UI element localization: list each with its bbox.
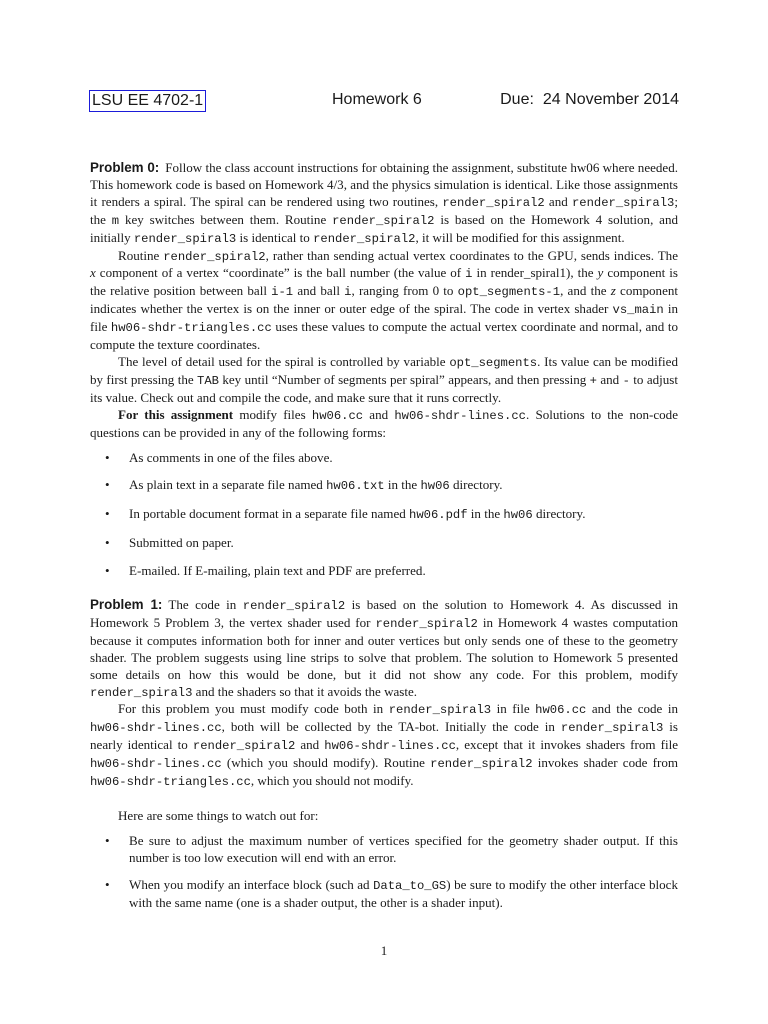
list-item [90, 450, 678, 467]
text: , it will be modified for this assignment. [415, 229, 625, 245]
list-item [90, 833, 678, 867]
code: render_spiral3 [90, 685, 193, 700]
due-label: Due: [500, 91, 534, 108]
code: TAB [197, 373, 219, 388]
problem1-paragraph-3: Here are some things to watch out for: [118, 808, 319, 823]
list-item [90, 506, 678, 524]
code: hw06.cc [311, 408, 364, 423]
math: y [597, 265, 604, 281]
code: hw06.txt [326, 479, 385, 494]
text: In portable document format in a separate file named [129, 506, 410, 522]
text: and the code in [586, 701, 678, 717]
list-item [90, 563, 678, 580]
page-number: 1 [380, 943, 388, 958]
text: , both will be collected by the TA-bot. Initially the code in [221, 719, 561, 735]
text: When you modify an interface block (such ad [129, 876, 374, 892]
code: render_spiral2 [442, 195, 545, 210]
text: is nearly identical to [90, 719, 678, 753]
text: component indicates whether the vertex is on the inner or outer edge of the spiral. The code in vertex shader [90, 283, 679, 317]
text: is based on the Homework 4 solution, and initially [90, 211, 679, 245]
text: in file [491, 701, 536, 717]
code: vs_main [612, 303, 664, 318]
code: render_spiral3 [133, 231, 237, 246]
text: uses these values to compute the actual vertex coordinate and normal, and to compute the texture coordinates. [90, 319, 678, 353]
list-item [90, 535, 678, 552]
due-date-value: 24 November 2014 [542, 91, 679, 108]
text: directory. [449, 477, 503, 493]
text: and [596, 371, 623, 387]
text: and [544, 193, 572, 209]
code: render_spiral2 [242, 599, 346, 614]
problem1-label: Problem 1: [90, 597, 163, 613]
text: is identical to [236, 229, 314, 245]
math: z [610, 283, 616, 299]
code: opt_segments-1 [457, 285, 561, 300]
code: hw06-shdr-lines.cc [324, 739, 456, 754]
list-item [90, 477, 678, 495]
text: directory. [532, 506, 586, 522]
text: Be sure to adjust the maximum number of vertices specified for the geometry shader output. If this number is too low execution will end with an error. [129, 832, 678, 865]
problem0-paragraph-2 [90, 248, 678, 354]
code: hw06-shdr-triangles.cc [90, 775, 251, 790]
code: render_spiral3 [388, 703, 492, 718]
text: invokes shader code from [532, 755, 678, 771]
code: + [589, 373, 597, 388]
text: and [363, 406, 395, 422]
code: render_spiral3 [560, 721, 664, 736]
emphasis: For this assignment [118, 406, 234, 422]
list-item [90, 877, 678, 912]
text: , rather than sending actual vertex coordinates to the GPU, sends indices. The [265, 247, 678, 263]
text: is based on the solution to Homework 4. As discussed in Homework 5 Problem 3, the vertex shader used for [90, 597, 678, 630]
code: hw06-shdr-lines.cc [394, 408, 526, 423]
text: Routine [118, 247, 164, 263]
code: hw06-shdr-triangles.cc [110, 321, 272, 336]
text: (which you should modify). Routine [221, 755, 431, 771]
code: hw06 [420, 479, 450, 494]
text: in render_spiral1), the [472, 265, 598, 281]
text: ) be sure to modify the other interface block with the same name (one is a shader output, the other is a shader input). [129, 876, 678, 910]
text: . Its value can be modified by first pressing the [90, 353, 678, 387]
code: render_spiral2 [332, 213, 435, 228]
text: Follow the class account instructions for obtaining the assignment, substitute hw06 where needed. This homework code is based on Homework 4/3, and the physics simulation is identical. Like those assignments it renders a spiral. The spiral can be rendered using two routines, [90, 160, 679, 209]
text: Submitted on paper. [129, 535, 234, 551]
course-link[interactable]: LSU EE 4702-1 [89, 90, 206, 112]
text: E-mailed. If E-mailing, plain text and PDF are preferred. [129, 563, 426, 579]
text: component is the relative position between ball [90, 265, 678, 299]
code: Data_to_GS [373, 878, 447, 893]
due-date [500, 91, 679, 109]
problem1-paragraph-2 [90, 701, 678, 791]
problem0-paragraph-4 [90, 407, 678, 442]
text: in the [384, 477, 421, 493]
watch-out-list [90, 833, 678, 912]
text: , except that it invokes shaders from file [455, 737, 678, 753]
homework-title: Homework 6 [332, 91, 422, 108]
code: render_spiral2 [375, 616, 478, 631]
text: , and the [560, 283, 611, 299]
problem0-paragraph-1 [90, 160, 678, 248]
problem1-paragraph-1 [90, 597, 678, 701]
text: and [295, 737, 325, 753]
code: i [465, 267, 473, 282]
code: hw06.pdf [409, 508, 468, 523]
text: key until “Number of segments per spiral” appears, and then pressing [218, 371, 590, 387]
document-body [90, 160, 678, 912]
code: hw06 [503, 508, 533, 523]
problem0-paragraph-3 [90, 354, 678, 407]
problem0-label: Problem 0: [90, 160, 160, 175]
text: The level of detail used for the spiral is controlled by variable [118, 353, 450, 369]
text: , ranging from 0 to [351, 283, 458, 299]
page-header [89, 90, 679, 114]
code: render_spiral2 [430, 757, 533, 772]
code: hw06-shdr-lines.cc [90, 757, 222, 772]
code: i-1 [271, 285, 294, 300]
text: to adjust its value. Check out and compile the code, and make sure that it runs correctly. [90, 371, 678, 405]
text: . Solutions to the non-code questions can be provided in any of the following forms: [90, 406, 678, 440]
text: in the [467, 506, 504, 522]
text: in Homework 4 wastes computation because it computes information both for inner and outer vertices but only sends one of these to the geometry shader. The problem suggests using line strips to solve that problem. The solution to Homework 5 presented some details on how this would be done, but it did not show any code. For this problem, modify [90, 614, 678, 682]
code: hw06.cc [535, 703, 587, 718]
code: render_spiral3 [571, 195, 675, 210]
text: and the shaders so that it avoids the waste. [192, 683, 418, 699]
text: , which you should not modify. [250, 773, 414, 789]
submission-forms-list [90, 450, 678, 581]
code: render_spiral2 [163, 249, 266, 264]
text: As comments in one of the files above. [129, 449, 333, 465]
code: i [344, 285, 352, 300]
text: ; the [90, 193, 678, 227]
text: in file [90, 301, 678, 335]
text: component of a vertex “coordinate” is the ball number (the value of [95, 265, 466, 281]
code: render_spiral2 [192, 739, 296, 754]
text: and ball [293, 283, 345, 299]
code: m [111, 213, 120, 228]
text: modify files [233, 406, 312, 422]
code: render_spiral2 [313, 231, 416, 246]
code: - [622, 373, 630, 388]
code: hw06-shdr-lines.cc [90, 721, 222, 736]
code: opt_segments [449, 355, 538, 370]
math: x [90, 265, 96, 281]
text: For this problem you must modify code both in [118, 701, 389, 717]
text: As plain text in a separate file named [129, 477, 327, 493]
text: key switches between them. Routine [119, 211, 333, 227]
text: The code in [168, 597, 243, 613]
